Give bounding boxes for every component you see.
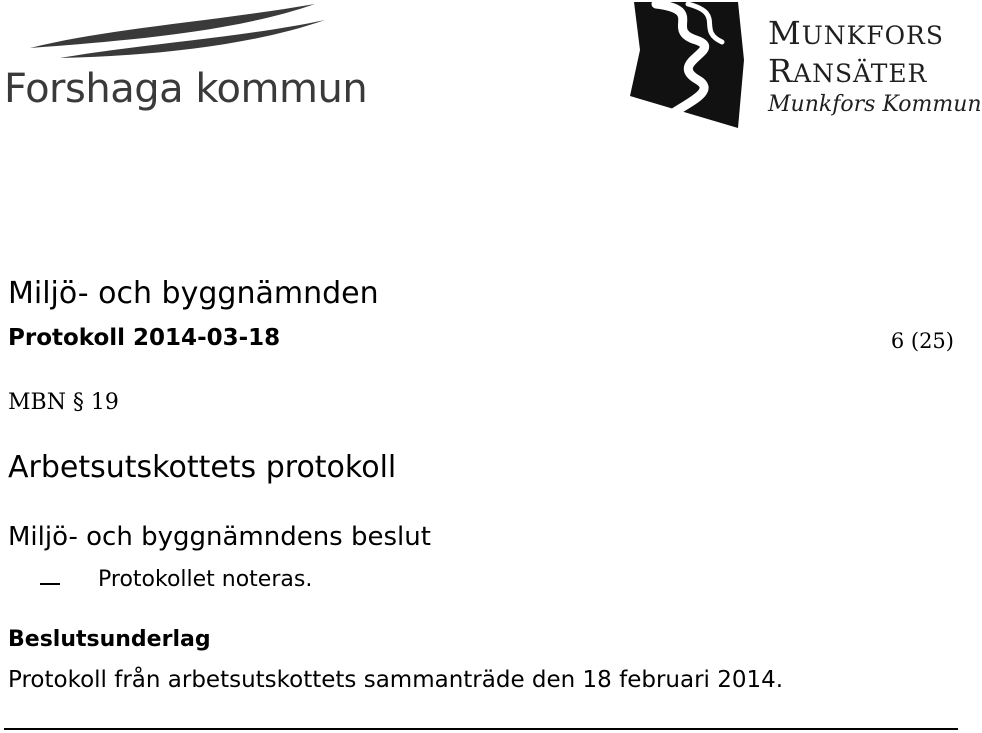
protocol-date: Protokoll 2014-03-18 [8,325,281,351]
paragraph-id: MBN § 19 [8,390,119,415]
decision-item: Protokollet noteras. [98,567,313,592]
munkfors-logo-line1: MUNKFORS [768,14,944,52]
section-title: Arbetsutskottets protokoll [8,450,397,485]
basis-text: Protokoll från arbetsutskottets sammanträde den 18 februari 2014. [8,667,784,693]
munkfors-logo-line2: RANSÄTER [768,52,928,90]
decision-heading: Miljö- och byggnämndens beslut [8,522,431,552]
forshaga-logo-swoosh-1 [30,4,315,48]
committee-name: Miljö- och byggnämnden [8,276,379,311]
bottom-divider [4,728,958,730]
munkfors-logo-line3: Munkfors Kommun [768,92,982,117]
list-bullet-dash [40,583,60,585]
basis-heading: Beslutsunderlag [8,627,211,652]
forshaga-logo-name: Forshaga kommun [4,66,368,112]
page-number: 6 (25) [890,329,954,353]
